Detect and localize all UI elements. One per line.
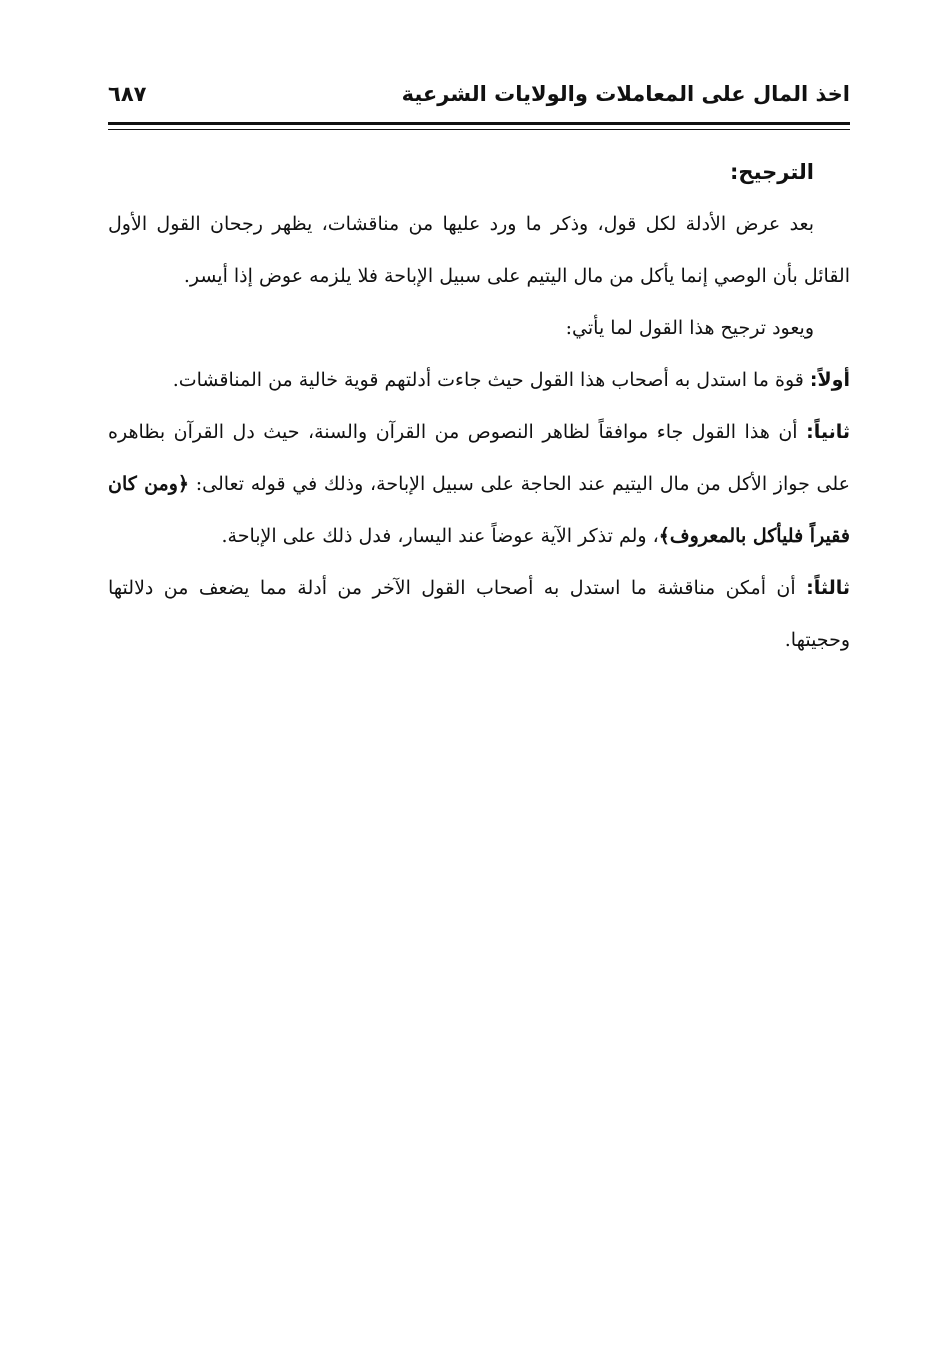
section-heading: الترجيح: xyxy=(730,160,814,184)
second-reason-text-b: ، ولم تذكر الآية عوضاً عند اليسار، فدل ذلك على الإباحة. xyxy=(221,525,659,547)
third-reason-label: ثالثاً: xyxy=(806,577,850,599)
body-text xyxy=(108,146,850,666)
paragraph-conclusion: بعد عرض الأدلة لكل قول، وذكر ما ورد عليها من مناقشات، يظهر رجحان القول الأول القائل بأن الوصي إنما يأكل من مال اليتيم على سبيل الإباحة فلا يلزمه عوض إذا أيسر. xyxy=(108,213,850,287)
first-reason-text: قوة ما استدل به أصحاب هذا القول حيث جاءت أدلتهم قوية خالية من المناقشات. xyxy=(172,369,810,391)
header-rule-thin xyxy=(108,129,850,130)
second-reason-text-a: أن هذا القول جاء موافقاً لظاهر النصوص من القرآن والسنة، حيث دل القرآن بظاهره على جواز الأكل من مال اليتيم عند الحاجة على سبيل الإباحة، وذلك في قوله تعالى: xyxy=(108,421,850,495)
second-reason-label: ثانياً: xyxy=(806,421,850,443)
page-header xyxy=(108,78,850,118)
paragraph-reasons-intro: ويعود ترجيح هذا القول لما يأتي: xyxy=(565,317,814,339)
paragraph-second-reason xyxy=(108,406,850,562)
first-reason-label: أولاً: xyxy=(809,369,850,391)
running-title: اخذ المال على المعاملات والولايات الشرعية xyxy=(401,82,850,106)
page-number: ٦٨٧ xyxy=(108,82,147,106)
paragraph-first-reason xyxy=(108,354,850,406)
paragraph-third-reason xyxy=(108,562,850,666)
quran-verse: ﴿ومن كان فقيراً فليأكل بالمعروف﴾ xyxy=(108,473,850,547)
third-reason-text: أن أمكن مناقشة ما استدل به أصحاب القول الآخر من أدلة مما يضعف من دلالتها وحجيتها. xyxy=(108,577,850,651)
header-rule-thick xyxy=(108,122,850,125)
